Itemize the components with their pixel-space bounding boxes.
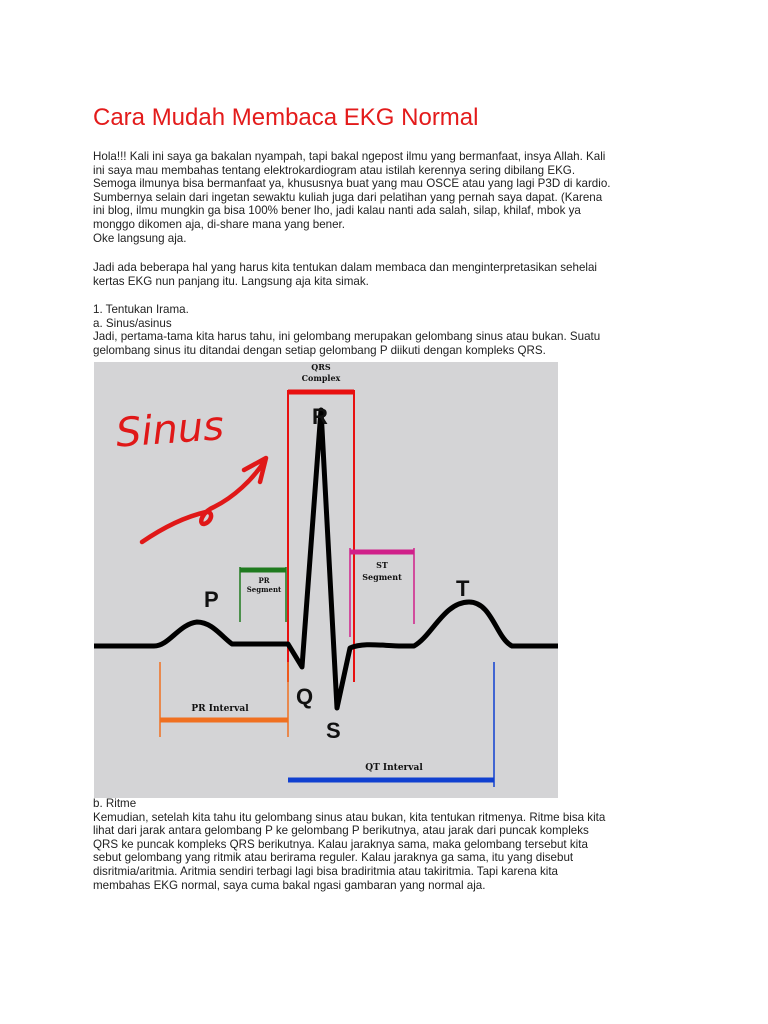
text-line: lihat dari jarak antara gelombang P ke gelombang P berikutnya, atau jarak dari puncak kompleks — [93, 824, 589, 838]
text-line: ini blog, ilmu mungkin ga bisa 100% bener lho, jadi kalau nanti ada salah, silap, khilaf, mbok ya — [93, 204, 581, 218]
t-wave-label: T — [456, 576, 470, 601]
text-line: Kemudian, setelah kita tahu itu gelombang sinus atau bukan, kita tentukan ritmenya. Ritme bisa kita — [93, 810, 606, 824]
st-segment-label: ST — [376, 560, 388, 570]
text-line: disritmia/aritmia. Aritmia sendiri terbagi lagi bisa bradiritmia atau takiritmia. Tapi karena kita — [93, 864, 559, 878]
sinus-handwritten-label: Sinus — [114, 403, 226, 457]
complex-label: Complex — [301, 373, 341, 383]
text-line: a. Sinus/asinus — [93, 316, 172, 330]
pr-interval-label: PR Interval — [191, 704, 249, 714]
qt-interval-label: QT Interval — [365, 763, 423, 773]
text-line: sebut gelombang yang ritmik atau berirama reguler. Kalau jaraknya ga sama, itu yang disebut — [93, 851, 574, 865]
text-line: Jadi, pertama-tama kita harus tahu, ini gelombang merupakan gelombang sinus atau bukan. Suatu — [93, 330, 601, 344]
second-paragraph — [93, 261, 673, 288]
intro-paragraph — [93, 150, 673, 245]
st-segment-sublabel: Segment — [362, 572, 402, 582]
text-line: 1. Tentukan Irama. — [93, 303, 189, 316]
r-wave-label: R — [312, 404, 328, 429]
section-1-paragraph — [93, 303, 673, 357]
q-wave-label: Q — [296, 684, 314, 709]
ekg-figure — [94, 362, 558, 798]
pr-segment-sublabel: Segment — [246, 585, 282, 594]
text-line: gelombang sinus itu ditandai dengan setiap gelombang P diikuti dengan kompleks QRS. — [93, 343, 546, 357]
text-line: Sumbernya selain dari ingetan sewaktu kuliah juga dari pelatihan yang pernah saya dapat. (Karena — [93, 190, 603, 204]
s-wave-label: S — [326, 718, 341, 743]
text-line: Hola!!! Kali ini saya ga bakalan nyampah, tapi bakal ngepost ilmu yang bermanfaat, insya Allah. Kali — [93, 150, 606, 163]
text-line: Jadi ada beberapa hal yang harus kita tentukan dalam membaca dan menginterpretasikan sehelai — [93, 261, 598, 274]
text-line: ini saya mau membahas tentang elektrokardiogram atau istilah kerennya sering dibilang EKG. — [93, 163, 576, 177]
article-title: Cara Mudah Membaca EKG Normal — [93, 104, 479, 131]
text-line: kertas EKG nun panjang itu. Langsung aja kita simak. — [93, 274, 369, 288]
text-line: monggo dikomen aja, di-share mana yang bener. — [93, 217, 345, 231]
text-line: membahas EKG normal, saya cuma bakal ngasi gambaran yang normal aja. — [93, 878, 486, 892]
section-b-paragraph — [93, 797, 673, 892]
p-wave-label: P — [204, 587, 219, 612]
text-line: Oke langsung aja. — [93, 231, 187, 245]
text-line: b. Ritme — [93, 797, 137, 810]
qrs-label: QRS — [311, 362, 331, 372]
text-line: QRS ke puncak kompleks QRS berikutnya. Kalau jaraknya sama, maka gelombang tersebut kita — [93, 837, 588, 851]
text-line: Semoga ilmunya bisa bermanfaat ya, khususnya buat yang mau OSCE atau yang lagi P3D di kardio. — [93, 177, 611, 191]
pr-segment-label: PR — [258, 576, 270, 585]
